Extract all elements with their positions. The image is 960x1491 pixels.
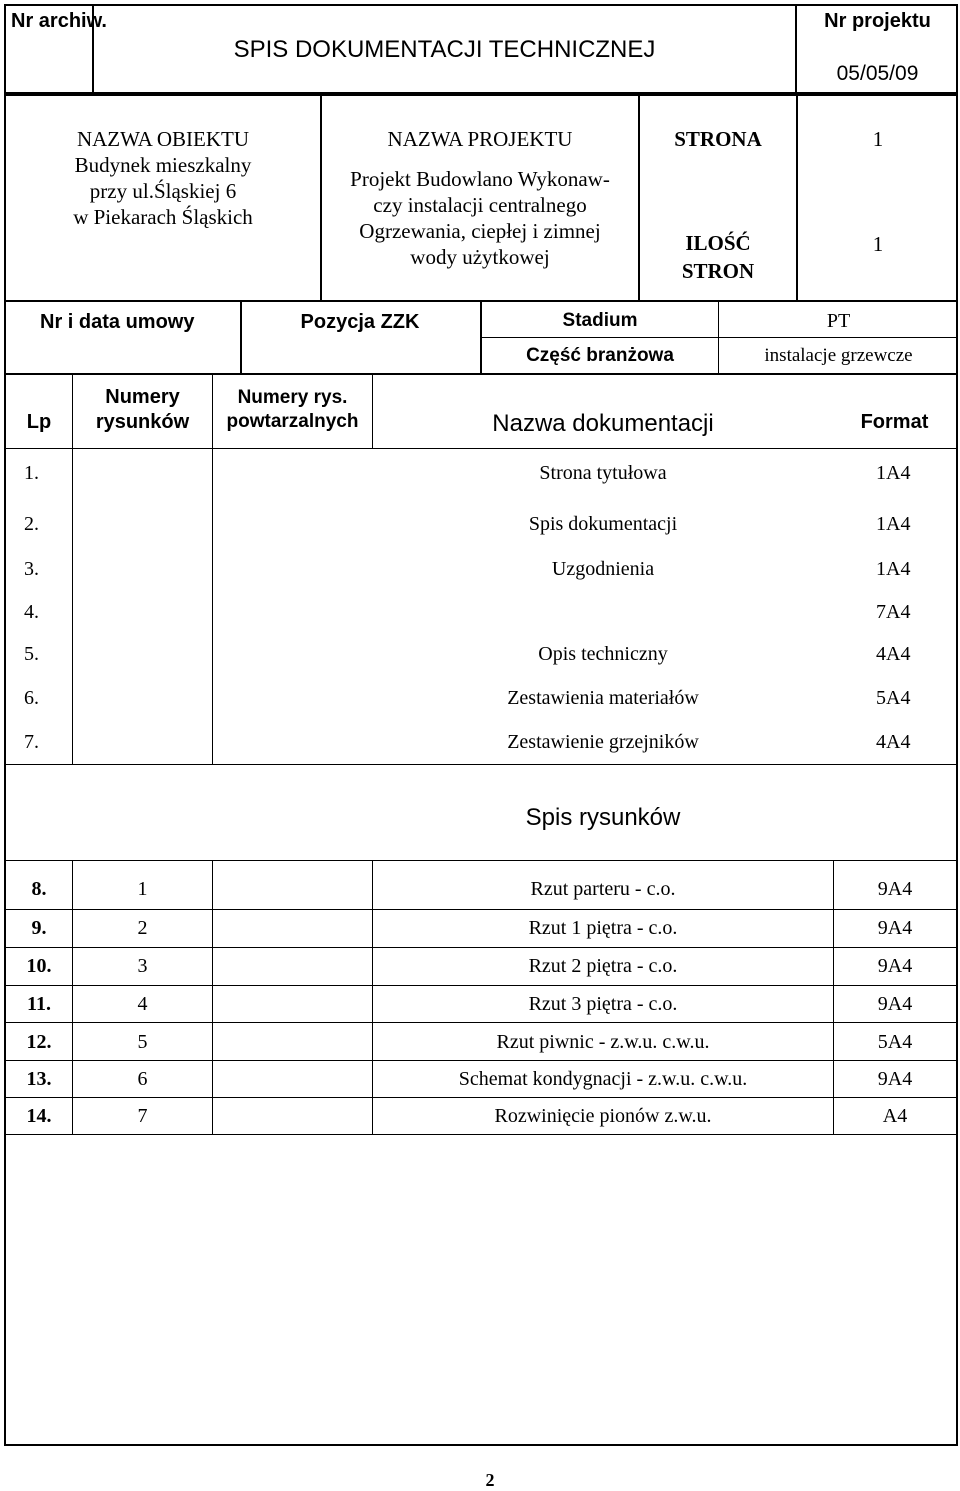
row-lp: 4. [24, 601, 39, 623]
column-repeat-numbers-line: Numery rys. [237, 387, 348, 408]
archive-label: Nr archiw. [11, 10, 107, 32]
project-line: Ogrzewania, ciepłej i zimnej [359, 219, 601, 243]
row-lp: 3. [24, 558, 39, 580]
row-format: 1A4 [876, 558, 911, 580]
project-line: czy instalacji centralnego [373, 193, 587, 217]
row-name: Rzut 1 piętra - c.o. [528, 917, 678, 939]
row-name: Rzut 2 piętra - c.o. [528, 955, 678, 977]
row-line [4, 947, 958, 948]
section-line [4, 764, 958, 765]
project-name-block [322, 126, 638, 270]
row-lp: 13. [26, 1068, 52, 1090]
stage-value: PT [826, 310, 851, 332]
row-format: 9A4 [877, 878, 913, 900]
row-name: Opis techniczny [538, 643, 668, 665]
row-format: 9A4 [877, 1068, 913, 1090]
row-name: Rzut parteru - c.o. [530, 878, 676, 900]
row-name: Spis dokumentacji [528, 513, 678, 535]
row-format: 1A4 [876, 462, 911, 484]
object-name-block [6, 126, 320, 230]
row-lp: 10. [26, 955, 52, 977]
page-number: 2 [485, 1470, 495, 1490]
row-format: 9A4 [877, 917, 913, 939]
row-name: Zestawienia materiałów [507, 687, 699, 709]
row-lp: 5. [24, 643, 39, 665]
row-drawing-number: 7 [137, 1105, 148, 1127]
branch-label: Część branżowa [526, 345, 674, 366]
row-line [4, 909, 958, 910]
object-line: Budynek mieszkalny [74, 153, 252, 177]
row-line [4, 1060, 958, 1061]
drawings-heading: Spis rysunków [525, 804, 681, 831]
column-drawing-numbers-line: rysunków [95, 411, 190, 433]
row-format: A4 [882, 1105, 908, 1127]
row-format: 9A4 [877, 993, 913, 1015]
project-number-label: Nr projektu [824, 10, 931, 32]
page-count-label-line: ILOŚĆ [685, 231, 751, 255]
row-format: 1A4 [876, 513, 911, 535]
row-line [4, 985, 958, 986]
row-name: Rozwinięcie pionów z.w.u. [494, 1105, 712, 1127]
row-format: 5A4 [877, 1031, 913, 1053]
row-name: Rzut piwnic - z.w.u. c.w.u. [496, 1031, 710, 1053]
row-lp: 8. [31, 878, 47, 900]
row-lp: 6. [24, 687, 39, 709]
contract-divider [4, 302, 6, 374]
row-lp: 1. [24, 462, 39, 484]
row-line [4, 1097, 958, 1098]
column-drawing-numbers [73, 385, 212, 435]
row-format: 7A4 [876, 601, 911, 623]
row-name: Zestawienie grzejników [507, 731, 699, 753]
page-count-value: 1 [872, 232, 884, 256]
column-header-line [4, 448, 958, 449]
row-format: 9A4 [877, 955, 913, 977]
column-format: Format [860, 411, 929, 433]
position-label: Pozycja ZZK [300, 311, 420, 333]
branch-value: instalacje grzewcze [764, 345, 913, 366]
project-date: 05/05/09 [836, 62, 919, 85]
page-count-label-line: STRON [681, 259, 755, 283]
documents-divider [212, 449, 213, 765]
page-value: 1 [872, 127, 884, 151]
page-label: STRONA [674, 127, 762, 151]
pages-divider [796, 94, 798, 302]
project-label: NAZWA PROJEKTU [387, 127, 573, 151]
row-format: 4A4 [876, 643, 911, 665]
drawings-bottom-line [4, 1134, 958, 1135]
row-name: Strona tytułowa [539, 462, 667, 484]
row-line [4, 1022, 958, 1023]
row-drawing-number: 3 [137, 955, 148, 977]
row-drawing-number: 2 [137, 917, 148, 939]
object-line: w Piekarach Śląskich [73, 205, 253, 229]
row-lp: 12. [26, 1031, 52, 1053]
row-drawing-number: 4 [137, 993, 148, 1015]
column-repeat-numbers [213, 386, 372, 434]
column-repeat-numbers-line: powtarzalnych [226, 411, 359, 432]
row-drawing-number: 1 [137, 878, 148, 900]
row-drawing-number: 5 [137, 1031, 148, 1053]
documents-divider [72, 449, 73, 765]
column-drawing-numbers-line: Numery [105, 386, 180, 408]
project-line: Projekt Budowlano Wykonaw- [350, 167, 610, 191]
row-name: Uzgodnienia [551, 558, 655, 580]
row-lp: 7. [24, 731, 39, 753]
drawings-divider [212, 861, 213, 1135]
contract-label: Nr i data umowy [40, 311, 195, 333]
row-lp: 2. [24, 513, 39, 535]
stage-label: Stadium [562, 310, 638, 331]
object-label: NAZWA OBIEKTU [76, 127, 250, 151]
table-bottom-border [4, 1444, 958, 1446]
document-title: SPIS DOKUMENTACJI TECHNICZNEJ [233, 36, 656, 63]
row-lp: 14. [26, 1105, 52, 1127]
column-doc-name: Nazwa dokumentacji [492, 410, 714, 437]
stage-line [480, 337, 958, 338]
page-count-label [640, 230, 796, 284]
column-lp: Lp [26, 411, 52, 433]
row-drawing-number: 6 [137, 1068, 148, 1090]
drawings-heading-line [4, 860, 958, 861]
row-lp: 11. [27, 993, 51, 1015]
object-line: przy ul.Śląskiej 6 [89, 179, 237, 203]
row-lp: 9. [31, 917, 47, 939]
row-format: 4A4 [876, 731, 911, 753]
project-line: wody użytkowej [410, 245, 550, 269]
row-name: Schemat kondygnacji - z.w.u. c.w.u. [458, 1068, 748, 1090]
row-name: Rzut 3 piętra - c.o. [528, 993, 678, 1015]
row-format: 5A4 [876, 687, 911, 709]
